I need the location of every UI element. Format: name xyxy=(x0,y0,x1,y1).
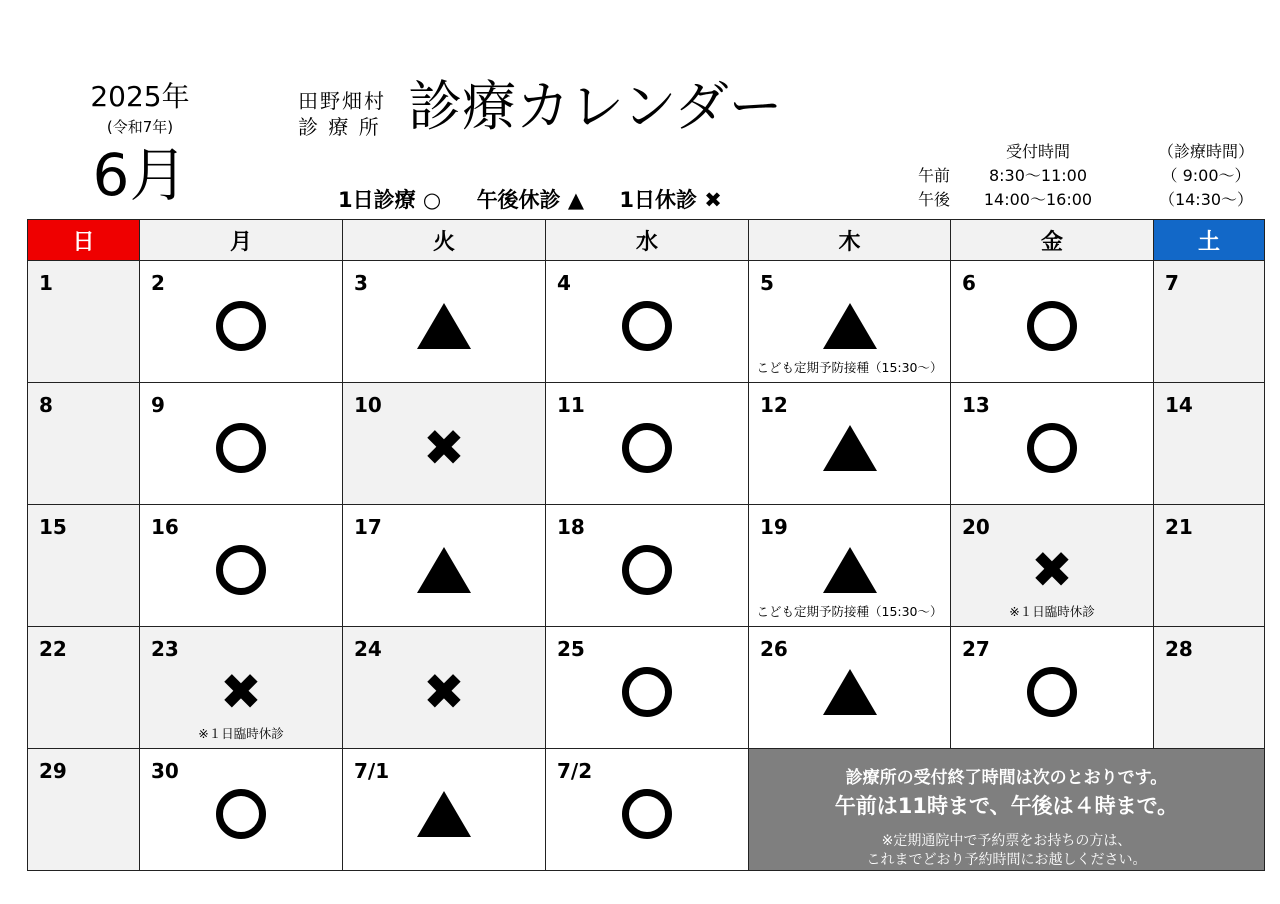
day-cell xyxy=(140,627,343,749)
status-open xyxy=(546,301,748,351)
week-row xyxy=(28,261,1265,383)
day-number: 15 xyxy=(39,515,67,539)
triangle-icon xyxy=(417,547,471,593)
hours-table xyxy=(908,140,1258,212)
day-number: 3 xyxy=(354,271,368,295)
circle-icon xyxy=(216,545,266,595)
day-cell xyxy=(28,383,140,505)
day-cell xyxy=(1154,261,1265,383)
day-cell xyxy=(546,505,749,627)
month-label: 6月 xyxy=(92,141,188,209)
reception-header: 受付時間 xyxy=(1005,142,1070,161)
clinic-name-line2: 診 療 所 xyxy=(298,115,381,139)
info-note xyxy=(749,832,1264,870)
day-number: 28 xyxy=(1165,637,1193,661)
info-line2: 午前は11時まで、午後は４時まで。 xyxy=(834,794,1179,818)
day-number: 7 xyxy=(1165,271,1179,295)
triangle-icon xyxy=(823,303,877,349)
day-number: 13 xyxy=(962,393,990,417)
am-reception: 8:30～11:00 xyxy=(988,166,1088,185)
status-open xyxy=(140,301,342,351)
week-row xyxy=(28,627,1265,749)
day-number: 9 xyxy=(151,393,165,417)
cross-icon: ✖ xyxy=(423,663,465,721)
day-number: 30 xyxy=(151,759,179,783)
day-number: 5 xyxy=(760,271,774,295)
day-number: 29 xyxy=(39,759,67,783)
legend-closed: 1日休診 ✖ xyxy=(619,188,722,212)
day-number: 27 xyxy=(962,637,990,661)
circle-icon xyxy=(1027,667,1077,717)
day-number: 7/1 xyxy=(354,759,390,783)
status-afternoon-closed xyxy=(749,301,950,351)
day-number: 10 xyxy=(354,393,382,417)
cross-icon: ✖ xyxy=(220,663,262,721)
circle-icon xyxy=(622,545,672,595)
day-note: ※１日臨時休診 xyxy=(1009,604,1095,619)
status-open xyxy=(546,789,748,839)
day-number: 6 xyxy=(962,271,976,295)
circle-icon xyxy=(622,423,672,473)
day-number: 18 xyxy=(557,515,585,539)
legend-open: 1日診療 ○ xyxy=(338,188,442,212)
day-cell xyxy=(749,261,951,383)
day-cell xyxy=(140,749,343,871)
day-cell xyxy=(749,383,951,505)
day-cell xyxy=(343,505,546,627)
legend-afternoon-closed: 午後休診 ▲ xyxy=(476,188,585,212)
hours-am-row xyxy=(908,164,1258,188)
triangle-icon xyxy=(417,303,471,349)
cross-icon: ✖ xyxy=(423,419,465,477)
pm-label: 午後 xyxy=(918,190,951,209)
pm-reception: 14:00～16:00 xyxy=(983,190,1093,209)
day-cell xyxy=(1154,383,1265,505)
day-number: 25 xyxy=(557,637,585,661)
day-cell xyxy=(1154,627,1265,749)
day-cell xyxy=(343,261,546,383)
day-cell xyxy=(28,627,140,749)
day-number: 1 xyxy=(39,271,53,295)
status-afternoon-closed xyxy=(343,545,545,595)
day-cell xyxy=(28,749,140,871)
day-cell xyxy=(28,505,140,627)
day-cell xyxy=(343,749,546,871)
day-number: 19 xyxy=(760,515,788,539)
day-number: 26 xyxy=(760,637,788,661)
circle-icon xyxy=(1027,301,1077,351)
status-open xyxy=(546,667,748,717)
status-open xyxy=(951,423,1153,473)
day-cell xyxy=(546,261,749,383)
circle-icon xyxy=(622,789,672,839)
status-afternoon-closed xyxy=(749,667,950,717)
circle-icon xyxy=(216,789,266,839)
status-afternoon-closed xyxy=(749,545,950,595)
year-label: 2025年 xyxy=(90,80,190,113)
page-title: 診療カレンダー xyxy=(408,75,783,138)
status-open xyxy=(951,301,1153,351)
weekday-sat: 土 xyxy=(1154,220,1265,261)
day-cell xyxy=(546,383,749,505)
circle-icon xyxy=(622,301,672,351)
day-number: 20 xyxy=(962,515,990,539)
triangle-icon xyxy=(823,669,877,715)
day-cell xyxy=(140,261,343,383)
clinic-name-line1: 田野畑村 xyxy=(298,89,386,113)
status-closed xyxy=(140,663,342,721)
day-cell xyxy=(749,627,951,749)
day-number: 7/2 xyxy=(557,759,593,783)
day-cell xyxy=(140,505,343,627)
info-line4: これまでどおり予約時間にお越しください。 xyxy=(866,852,1147,868)
status-open xyxy=(546,423,748,473)
weekday-fri: 金 xyxy=(951,220,1154,261)
day-number: 12 xyxy=(760,393,788,417)
weekday-mon: 月 xyxy=(140,220,343,261)
consult-header: （診療時間） xyxy=(1157,142,1254,161)
status-afternoon-closed xyxy=(749,423,950,473)
circle-icon xyxy=(216,423,266,473)
info-box xyxy=(749,749,1265,871)
legend xyxy=(338,184,750,214)
circle-icon xyxy=(1027,423,1077,473)
day-cell xyxy=(951,505,1154,627)
day-number: 4 xyxy=(557,271,571,295)
status-open xyxy=(140,789,342,839)
hours-header-row xyxy=(908,140,1258,164)
status-open xyxy=(546,545,748,595)
am-consult: （ 9:00～） xyxy=(1161,166,1251,185)
hours-pm-row xyxy=(908,188,1258,212)
status-closed xyxy=(343,419,545,477)
day-cell xyxy=(951,627,1154,749)
day-cell xyxy=(546,749,749,871)
circle-icon xyxy=(216,301,266,351)
status-afternoon-closed xyxy=(343,301,545,351)
day-cell xyxy=(951,383,1154,505)
day-number: 21 xyxy=(1165,515,1193,539)
status-open xyxy=(140,545,342,595)
day-cell xyxy=(343,383,546,505)
weekday-sun: 日 xyxy=(28,220,140,261)
pm-consult: （14:30～） xyxy=(1158,190,1254,209)
day-number: 2 xyxy=(151,271,165,295)
triangle-icon xyxy=(417,791,471,837)
triangle-icon xyxy=(823,547,877,593)
clinic-name xyxy=(298,88,386,140)
week-row xyxy=(28,383,1265,505)
day-cell xyxy=(343,627,546,749)
week-row xyxy=(28,749,1265,871)
status-afternoon-closed xyxy=(343,789,545,839)
status-open xyxy=(951,667,1153,717)
day-cell xyxy=(28,261,140,383)
day-number: 17 xyxy=(354,515,382,539)
day-note: こども定期予防接種（15:30～） xyxy=(756,360,943,375)
status-closed xyxy=(951,541,1153,599)
info-line3: ※定期通院中で予約票をお持ちの方は、 xyxy=(881,833,1132,849)
info-line1: 診療所の受付終了時間は次のとおりです。 xyxy=(845,768,1168,788)
day-cell xyxy=(140,383,343,505)
era-label: (令和7年) xyxy=(106,118,174,136)
weekday-tue: 火 xyxy=(343,220,546,261)
week-row xyxy=(28,505,1265,627)
day-cell xyxy=(1154,505,1265,627)
circle-icon xyxy=(622,667,672,717)
day-number: 16 xyxy=(151,515,179,539)
day-number: 24 xyxy=(354,637,382,661)
day-note: こども定期予防接種（15:30～） xyxy=(756,604,943,619)
weekday-thu: 木 xyxy=(749,220,951,261)
triangle-icon xyxy=(823,425,877,471)
day-number: 11 xyxy=(557,393,585,417)
day-cell xyxy=(951,261,1154,383)
day-note: ※１日臨時休診 xyxy=(198,726,284,741)
status-closed xyxy=(343,663,545,721)
day-cell xyxy=(749,505,951,627)
calendar-table xyxy=(27,219,1265,871)
day-number: 14 xyxy=(1165,393,1193,417)
weekday-header-row xyxy=(28,220,1265,261)
day-number: 23 xyxy=(151,637,179,661)
day-cell xyxy=(546,627,749,749)
status-open xyxy=(140,423,342,473)
day-number: 22 xyxy=(39,637,67,661)
cross-icon: ✖ xyxy=(1031,541,1073,599)
weekday-wed: 水 xyxy=(546,220,749,261)
day-number: 8 xyxy=(39,393,53,417)
am-label: 午前 xyxy=(918,166,951,185)
